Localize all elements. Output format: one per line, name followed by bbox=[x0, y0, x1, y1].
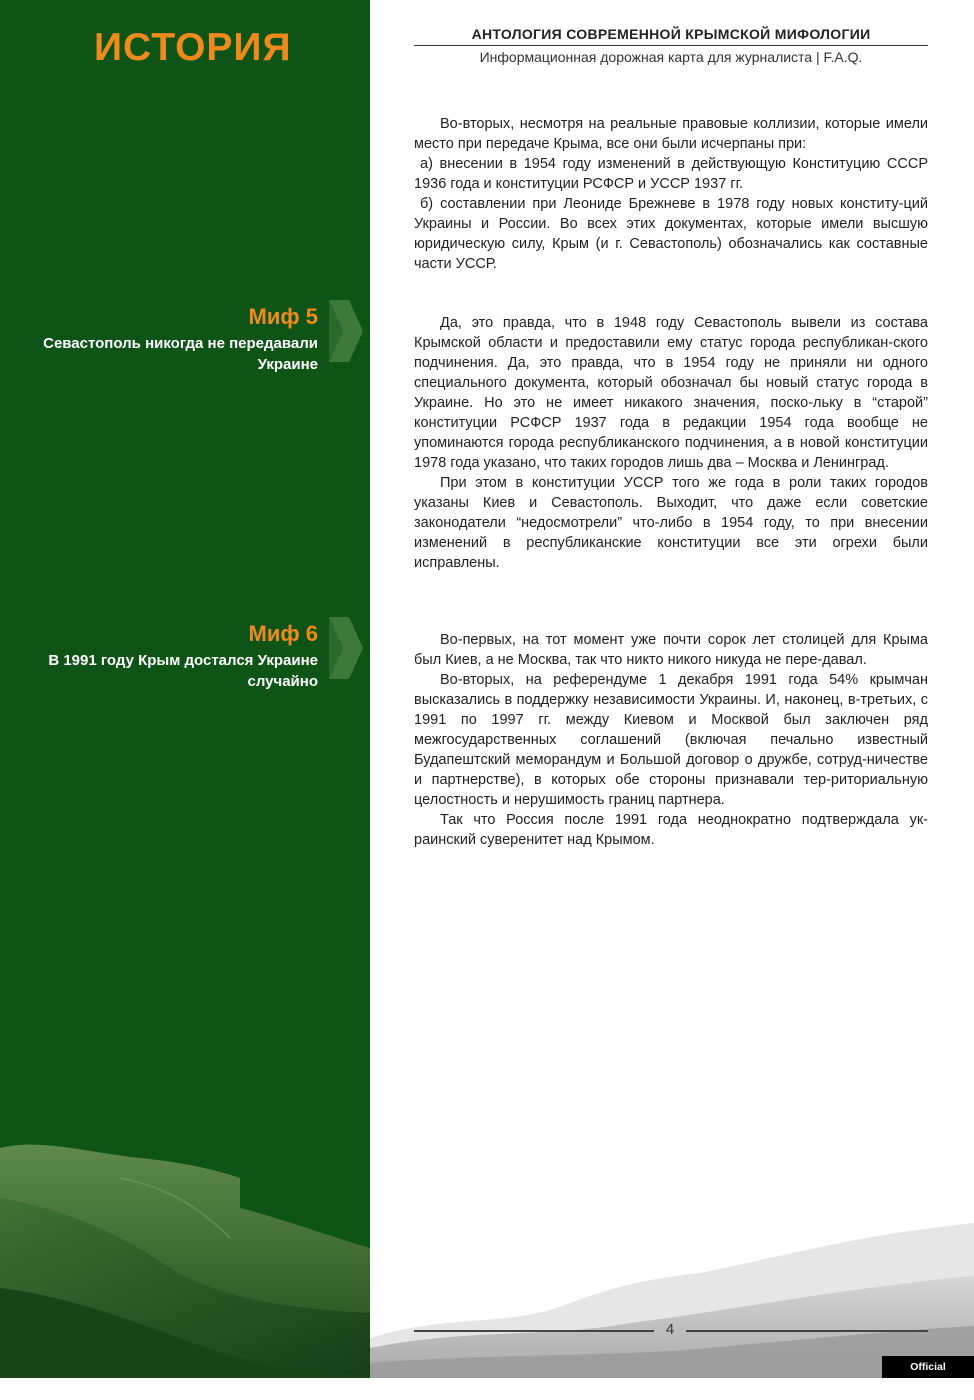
page-header bbox=[414, 26, 928, 65]
paragraph: б) составлении при Леониде Брежневе в 1978 году новых конститу-ций Украины и России. Во всех этих документах, которые имели высшую юридическую силу, Крым (и г. Севастополь) обозначались как составные части УССР. bbox=[414, 196, 928, 272]
publication-title: АНТОЛОГИЯ СОВРЕМЕННОЙ КРЫМСКОЙ МИФОЛОГИИ bbox=[414, 26, 928, 46]
content-block-2 bbox=[414, 313, 928, 573]
paragraph: Во-первых, на тот момент уже почти сорок лет столицей для Крыма был Киев, а не Москва, так что никто никого никуда не пере-давал. bbox=[414, 632, 928, 668]
section-title: ИСТОРИЯ bbox=[94, 26, 292, 69]
footer-divider bbox=[686, 1330, 928, 1332]
paragraph: Во-вторых, на референдуме 1 декабря 1991 года 54% крымчан высказались в поддержку независимости Украины. И, наконец, в-третьих, с 1991 по 1997 гг. между Киевом и Москвой был заключен ряд межгосударственных соглашений (включая печально известный Будапештский меморандум и Большой договор о дружбе, сотруд-ничестве и партнерстве), в которых обе стороны признавали тер-риториальную целостность и нерушимость границ партнера. bbox=[414, 672, 928, 808]
page-number: 4 bbox=[665, 1321, 675, 1338]
paragraph: При этом в конституции УССР того же года в роли таких городов указаны Киев и Севастополь. Выходит, что даже если советские законодатели “недосмотрели” что-либо в 1954 году, то при внесении изменений в республиканские конституции все эти огрехи были исправлены. bbox=[414, 475, 928, 571]
sidebar bbox=[0, 0, 370, 1378]
mountain-landscape-image bbox=[370, 1218, 974, 1378]
footer-divider bbox=[414, 1330, 654, 1332]
paragraph: Во-вторых, несмотря на реальные правовые коллизии, которые имели место при передаче Крыма, все они были исчерпаны при: bbox=[414, 116, 928, 152]
mountain-landscape-image bbox=[0, 1138, 370, 1378]
myth-label: Миф 6 bbox=[248, 621, 318, 646]
paragraph: Так что Россия после 1991 года неоднократно подтверждала ук-раинский суверенитет над Крымом. bbox=[414, 812, 928, 848]
chevron-right-icon bbox=[329, 617, 363, 679]
myth-label: Миф 5 bbox=[248, 304, 318, 329]
myth-text: Севастополь никогда не передавали Украине bbox=[43, 335, 318, 373]
myth-5 bbox=[18, 303, 318, 375]
publication-subtitle: Информационная дорожная карта для журналиста | F.A.Q. bbox=[479, 49, 863, 65]
content-block-3 bbox=[414, 630, 928, 850]
myth-6 bbox=[18, 620, 318, 692]
content-block-1 bbox=[414, 114, 928, 274]
myth-text: В 1991 году Крым достался Украине случайно bbox=[48, 652, 318, 690]
official-publication-badge: Official publication bbox=[882, 1356, 974, 1378]
paragraph: а) внесении в 1954 году изменений в действующую Конституцию СССР 1936 года и конституции РСФСР и УССР 1937 гг. bbox=[414, 156, 928, 192]
paragraph: Да, это правда, что в 1948 году Севастополь вывели из состава Крымской области и предоставили ему статус города республикан-ского подчинения. Да, это правда, что в 1954 году не приняли ни одного специального документа, который обозначал бы новый статус города в Украине. Но это не имеет никакого значения, поско-льку в “старой” конституции РСФСР 1937 года в редакции 1954 года вообще не упоминаются города республиканского подчинения, а в новой конституции 1978 года указано, что таких городов лишь два – Москва и Ленинград. bbox=[414, 315, 928, 471]
chevron-right-icon bbox=[329, 300, 363, 362]
